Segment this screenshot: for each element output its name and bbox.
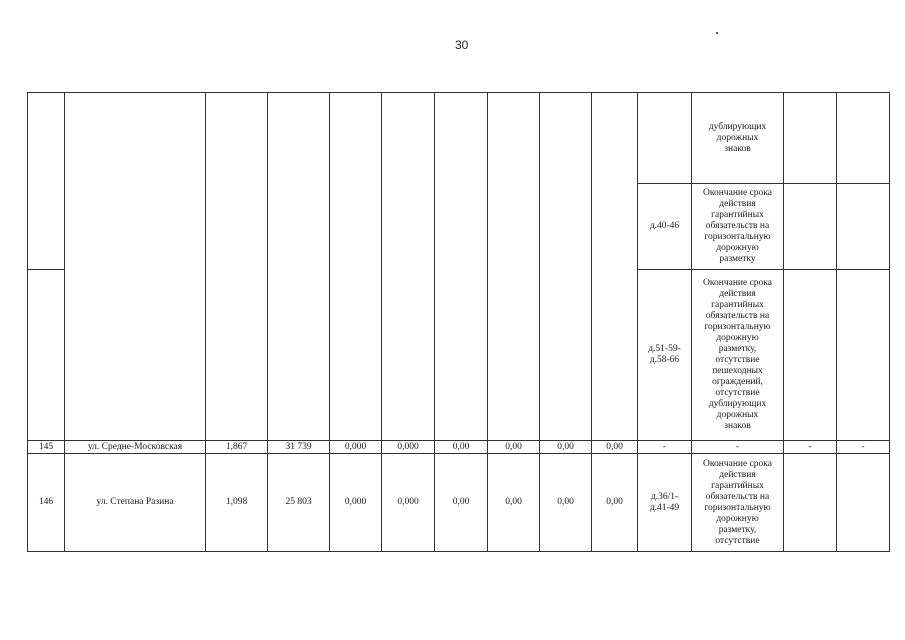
deficiency-cell: - [692,441,784,454]
street-name: ул. Степана Разина [65,454,206,552]
extra-cell: - [784,441,837,454]
cont-cell [65,93,206,441]
value-cell: 0,00 [592,441,638,454]
value-cell: 0,000 [382,441,435,454]
cont-cell [784,270,837,441]
cont-cell [837,270,890,441]
cont-cell [488,93,540,441]
cont-cell [784,184,837,270]
value-cell: 0,000 [330,454,382,552]
cont-cell [206,93,268,441]
deficiency-cell: Окончание срока действия гарантийных обязательств на горизонтальную дорожную разметку [692,184,784,270]
deficiency-cell: Окончание срока действия гарантийных обязательств на горизонтальную дорожную разметку, отсутствие [692,454,784,552]
address-cell: д.36/1- д.41-49 [638,454,692,552]
address-cell: - [638,441,692,454]
address-cell: д.40-46 [638,184,692,270]
cont-cell [837,93,890,184]
deficiency-cell: дублирующих дорожных знаков [692,93,784,184]
table-row [28,454,890,552]
value-cell: 0,000 [330,441,382,454]
cont-cell [638,93,692,184]
extra-cell [784,454,837,552]
cont-cell [435,93,488,441]
cont-cell [592,93,638,441]
road-area: 31 739 [268,441,330,454]
cont-cell [784,93,837,184]
value-cell: 0,00 [540,441,592,454]
cont-cell [330,93,382,441]
value-cell: 0,000 [382,454,435,552]
cont-cell [837,184,890,270]
extra-cell: - [837,441,890,454]
street-name: ул. Средне-Московская [65,441,206,454]
value-cell: 0,00 [488,441,540,454]
road-length: 1,098 [206,454,268,552]
continuation-row-1 [28,93,890,184]
address-cell: д.51-59- д.58-66 [638,270,692,441]
cont-cell [28,270,65,441]
extra-cell [837,454,890,552]
road-area: 25 803 [268,454,330,552]
row-number: 145 [28,441,65,454]
row-number: 146 [28,454,65,552]
roads-table [27,92,890,552]
value-cell: 0,00 [540,454,592,552]
value-cell: 0,00 [592,454,638,552]
value-cell: 0,00 [435,454,488,552]
road-length: 1,867 [206,441,268,454]
cont-cell [28,93,65,270]
value-cell: 0,00 [488,454,540,552]
page-number: 30 [455,38,469,52]
value-cell: 0,00 [435,441,488,454]
cont-cell [382,93,435,441]
scan-speck [716,32,718,34]
cont-cell [540,93,592,441]
deficiency-cell: Окончание срока действия гарантийных обязательств на горизонтальную дорожную разметку, отсутствие пешеходных ограждений, отсутствие дублирующих дорожных знаков [692,270,784,441]
table-row [28,441,890,454]
cont-cell [268,93,330,441]
